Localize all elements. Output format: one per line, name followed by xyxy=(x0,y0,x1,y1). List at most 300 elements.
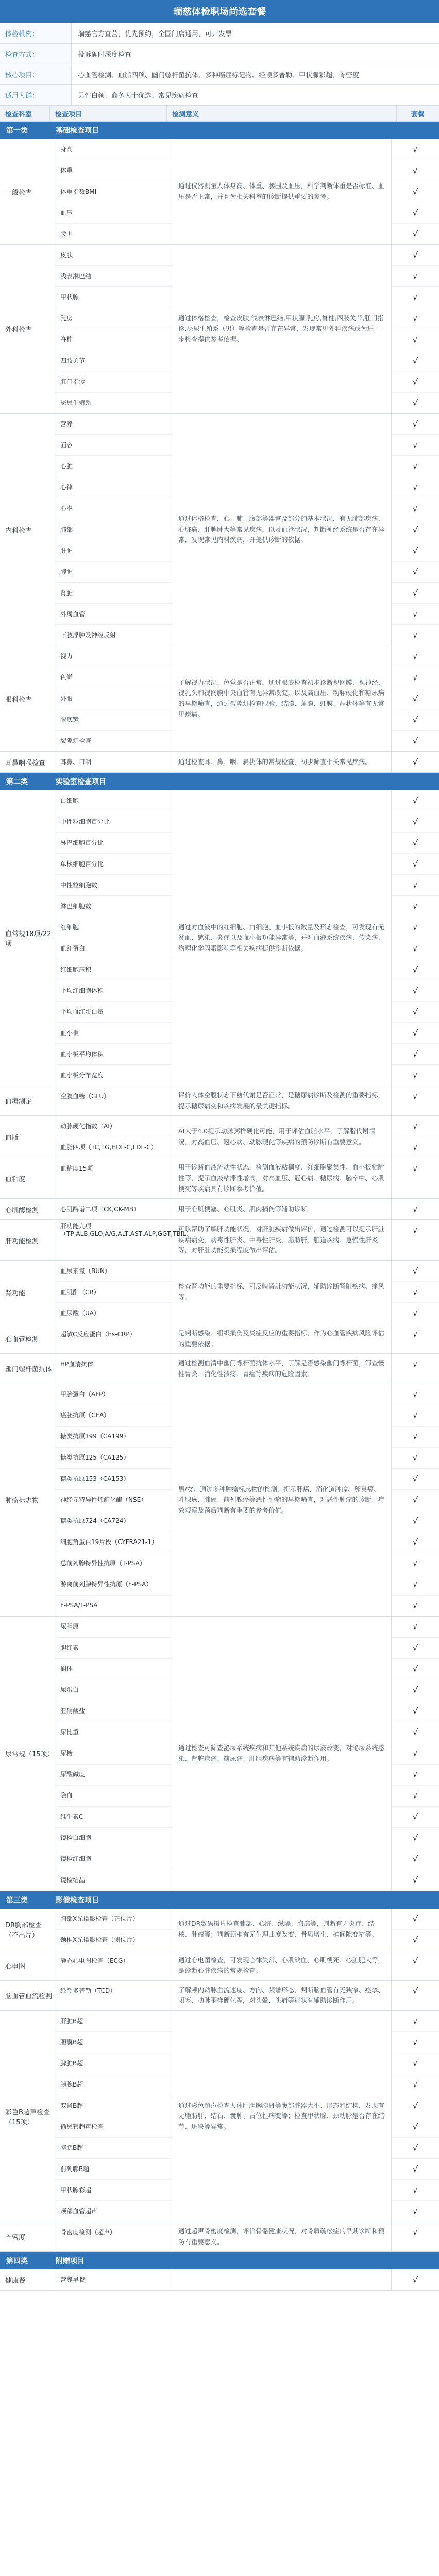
group-meaning: 通过彩色超声检查人体肝胆脾胰肾等腹部脏器大小、形态和结构，发现有无脂肪肝、结石、囊肿、占位性病变等；检查甲状腺、颈动脉是否存在结节、斑块等异常。 xyxy=(172,2011,392,2222)
exam-item: 肛门指诊 xyxy=(55,371,172,393)
check-mark: √ xyxy=(392,917,439,938)
group-category: 健康餐 xyxy=(0,2269,55,2290)
group-meaning: 检查肾功能的重要指标，可反映肾脏功能状况，辅助诊断肾脏疾病、痛风等。 xyxy=(172,1261,392,1324)
check-mark: √ xyxy=(392,1023,439,1044)
check-mark: √ xyxy=(392,938,439,959)
exam-group xyxy=(0,2011,439,2222)
exam-group xyxy=(0,1951,439,1981)
check-mark: √ xyxy=(392,1722,439,1743)
package-info xyxy=(0,23,439,106)
group-category: 肝功能检测 xyxy=(0,1220,55,1260)
exam-item: 中性粒细胞数 xyxy=(55,875,172,896)
check-mark: √ xyxy=(392,688,439,709)
exam-group xyxy=(0,139,439,245)
exam-item: 面容 xyxy=(55,435,172,456)
exam-item: 下肢浮肿及神经反射 xyxy=(60,631,116,639)
exam-group xyxy=(0,1158,439,1199)
section-header xyxy=(0,2252,439,2269)
info-value: 投诉确时深度检查 xyxy=(78,51,132,59)
exam-group xyxy=(0,1981,439,2011)
exam-item: 胆囊B超 xyxy=(55,2032,172,2053)
group-items xyxy=(55,1384,172,1616)
exam-item: 淋巴细胞数 xyxy=(55,896,172,917)
check-mark: √ xyxy=(392,371,439,393)
exam-item: 糖类抗原199（CA199） xyxy=(55,1427,172,1448)
group-category: 血脂 xyxy=(0,1116,55,1158)
section-1-body xyxy=(0,139,439,773)
group-check-column xyxy=(392,752,439,772)
exam-item: 血肌酐（CR） xyxy=(55,1282,172,1303)
header-check: 套餐 xyxy=(411,110,425,118)
exam-item: 腰围 xyxy=(60,230,73,238)
check-mark: √ xyxy=(392,1828,439,1849)
check-mark: √ xyxy=(392,202,439,224)
exam-item: 血红蛋白 xyxy=(55,938,172,959)
header-category: 检查科室 xyxy=(0,106,50,121)
exam-item: 尿酸碱度 xyxy=(55,1765,172,1786)
group-items xyxy=(55,1981,172,2010)
exam-item: 血脂四项（TC,TG,HDL-C,LDL-C） xyxy=(60,1143,157,1151)
group-check-column xyxy=(392,1116,439,1158)
group-meaning: 通过DR数码摄片检查肺部、心脏、纵隔、胸廓等，判断有无炎症、结核、肿瘤等；判断颈椎有无生理曲度改变、骨质增生、椎间隙变窄等。 xyxy=(172,1909,392,1951)
check-mark: √ xyxy=(392,2095,439,2116)
check-mark: √ xyxy=(392,350,439,371)
exam-item: 血粘度15项 xyxy=(60,1164,93,1172)
group-check-column xyxy=(392,1199,439,1219)
check-mark: √ xyxy=(392,181,439,202)
group-meaning: 通过检查可筛查泌尿系统疾病和其他系统疾病的尿液改变，对泌尿系统感染、肾脏疾病、糖尿病、肝胆疾病等有辅助诊断作用。 xyxy=(172,1617,392,1891)
check-mark: √ xyxy=(392,435,439,456)
check-mark: √ xyxy=(392,854,439,875)
check-mark: √ xyxy=(412,757,418,767)
exam-item: 红细胞压积 xyxy=(55,959,172,980)
check-mark: √ xyxy=(392,1638,439,1659)
check-mark: √ xyxy=(392,1574,439,1596)
group-check-column xyxy=(392,1324,439,1353)
check-mark: √ xyxy=(392,2032,439,2053)
section-header xyxy=(0,773,439,790)
exam-group xyxy=(0,1261,439,1324)
check-mark: √ xyxy=(412,1142,418,1153)
section-number: 第一类 xyxy=(6,127,28,135)
check-mark: √ xyxy=(392,540,439,562)
info-value: 心血管检测、血脂四项、幽门螺杆菌抗体、多种癌症标记物、经颅多普勒、甲状腺彩超、骨密度 xyxy=(78,72,360,79)
check-mark: √ xyxy=(412,2227,418,2238)
group-meaning: 了解颅内动脉血流速度、方向、频谱形态，判断脑血管有无狭窄、痉挛、闭塞、动脉粥样硬化等，对头晕、头痛等症状有辅助诊断作用。 xyxy=(172,1981,392,2010)
group-items xyxy=(55,1951,172,1980)
exam-item: 输尿管超声检查 xyxy=(55,2116,172,2138)
group-meaning: 通过超声骨密度检测，评价骨骼健康状况，对骨质疏松症的早期诊断和预防有重要意义。 xyxy=(172,2222,392,2251)
group-check-column xyxy=(392,1261,439,1324)
check-mark: √ xyxy=(392,2011,439,2032)
group-items xyxy=(55,245,172,413)
exam-item: 癌胚抗原（CEA） xyxy=(55,1405,172,1427)
exam-item: 心脏 xyxy=(55,456,172,477)
group-category: 肿瘤标志物 xyxy=(0,1384,55,1616)
section-4-body xyxy=(0,2269,439,2291)
group-items xyxy=(55,1909,172,1951)
check-mark: √ xyxy=(412,1601,418,1611)
exam-item: 单核细胞百分比 xyxy=(55,854,172,875)
exam-item: 胰腺B超 xyxy=(55,2074,172,2095)
check-mark: √ xyxy=(412,2206,418,2216)
check-mark: √ xyxy=(392,287,439,308)
exam-item: 神经元特异性烯醇化酶（NSE） xyxy=(55,1490,172,1511)
group-meaning: 评价人体空腹状态下糖代谢是否正常，是糖尿病诊断及检测的重要指标，提示糖尿病变和疾病发展的最关键指标。 xyxy=(172,1086,392,1115)
info-key: 体检机构： xyxy=(0,23,72,43)
check-mark: √ xyxy=(392,519,439,540)
exam-item: 眼底镜 xyxy=(55,709,172,731)
header-meaning: 检测意义 xyxy=(167,106,397,121)
group-check-column xyxy=(392,1086,439,1115)
exam-group xyxy=(0,1324,439,1354)
exam-item: 肺部 xyxy=(55,519,172,540)
check-mark: √ xyxy=(392,667,439,688)
check-mark: √ xyxy=(412,1986,418,1996)
exam-item: 平均血红蛋白量 xyxy=(55,1002,172,1023)
group-meaning: AI大于4.0提示动脉粥样硬化可能，用于评估血脂水平，了解脂代谢情况，对高血压、冠心病、动脉硬化等疾病的预防诊断有重要意义。 xyxy=(172,1116,392,1158)
exam-item: 脊柱 xyxy=(55,329,172,350)
check-mark: √ xyxy=(392,1405,439,1427)
group-items xyxy=(55,1354,172,1383)
section-2-body xyxy=(0,790,439,1891)
exam-item: 骨密度检测（超声） xyxy=(60,2228,116,2236)
group-check-column xyxy=(392,790,439,1086)
exam-item: 镜检结晶 xyxy=(60,1876,86,1884)
group-meaning: 用于心肌梗塞、心肌炎、肌肉损伤等辅助诊断。 xyxy=(172,1199,392,1219)
check-mark: √ xyxy=(392,308,439,329)
check-mark: √ xyxy=(392,329,439,350)
group-category: 尿常规（15项） xyxy=(0,1617,55,1891)
group-check-column xyxy=(392,1617,439,1891)
exam-item: 中性粒细胞百分比 xyxy=(55,811,172,833)
check-mark: √ xyxy=(392,1261,439,1282)
group-check-column xyxy=(392,1384,439,1616)
check-mark: √ xyxy=(392,139,439,160)
group-category: 肾功能 xyxy=(0,1261,55,1324)
exam-group xyxy=(0,414,439,646)
check-mark: √ xyxy=(392,1116,439,1137)
check-mark: √ xyxy=(392,1044,439,1065)
exam-item: 甲状腺彩超 xyxy=(55,2180,172,2201)
info-row xyxy=(0,84,439,105)
header-items: 检查项目 xyxy=(50,106,167,121)
exam-group xyxy=(0,1220,439,1261)
exam-item: 糖类抗原153（CA153） xyxy=(55,1469,172,1490)
group-category: 心电图 xyxy=(0,1951,55,1980)
check-mark: √ xyxy=(412,229,418,239)
exam-item: 前列腺B超 xyxy=(55,2159,172,2180)
group-meaning: 了解视力状况、色觉是否正常，通过眼底检查初步诊断视网膜、视神经、视乳头和视网膜中央血管有无异常改变，以及高血压、动脉硬化和糖尿病的早期筛查，通过裂隙灯检查眼睑、结膜、角膜、虹膜、晶状体等有无常见疾病。 xyxy=(172,646,392,751)
check-mark: √ xyxy=(392,875,439,896)
exam-group xyxy=(0,1199,439,1220)
check-mark: √ xyxy=(392,1282,439,1303)
check-mark: √ xyxy=(392,160,439,181)
exam-group xyxy=(0,245,439,414)
exam-item: 肝脏 xyxy=(55,540,172,562)
group-category: 血粘度 xyxy=(0,1158,55,1198)
group-category: 耳鼻咽喉检查 xyxy=(0,752,55,772)
check-mark: √ xyxy=(392,2180,439,2201)
section-title: 附赠项目 xyxy=(56,2257,85,2266)
exam-group xyxy=(0,1116,439,1158)
info-key: 核心项目： xyxy=(0,64,72,84)
exam-item: 细胞角蛋白19片段（CYFRA21-1） xyxy=(55,1532,172,1553)
exam-item: 泌尿生殖系 xyxy=(60,399,92,406)
info-row xyxy=(0,64,439,84)
check-mark: √ xyxy=(412,1875,418,1885)
exam-item: 肝功能九项（TP,ALB,GLO,A/G,ALT,AST,ALP,GGT,TBIL） xyxy=(60,1223,192,1238)
check-mark: √ xyxy=(392,1617,439,1638)
exam-item: 甲状腺 xyxy=(55,287,172,308)
group-category: 血糖测定 xyxy=(0,1086,55,1115)
exam-item: 尿蛋白 xyxy=(55,1680,172,1701)
group-meaning: 通过仪器测量人体身高、体重、腰围及血压，科学判断体重是否标准、血压是否正常，并且为相关科室的诊断提供重要的参考。 xyxy=(172,139,392,244)
exam-item: 尿比重 xyxy=(55,1722,172,1743)
group-meaning: 男/女：通过多种肿瘤标志物的检测，提示肝癌、消化道肿瘤、卵巢癌、乳腺癌、肺癌、前列腺癌等恶性肿瘤的早期筛查，对恶性肿瘤的诊断、疗效观察及预后判断有重要的参考价值。 xyxy=(172,1384,392,1616)
check-mark: √ xyxy=(412,1956,418,1966)
check-mark: √ xyxy=(392,646,439,667)
group-items xyxy=(55,1158,172,1198)
exam-item: 红细胞 xyxy=(55,917,172,938)
group-meaning: 通过检查耳、鼻、咽、扁桃体的常规检查，初步筛查相关常见疾病。 xyxy=(172,752,392,772)
check-mark: √ xyxy=(392,896,439,917)
check-mark: √ xyxy=(412,630,418,640)
group-category: 外科检查 xyxy=(0,245,55,413)
section-title: 基础检查项目 xyxy=(56,127,99,135)
group-check-column xyxy=(392,1354,439,1383)
group-check-column xyxy=(392,646,439,751)
group-category: 骨密度 xyxy=(0,2222,55,2251)
check-mark: √ xyxy=(412,1329,418,1340)
group-items xyxy=(55,1617,172,1891)
info-key: 检查方式： xyxy=(0,44,72,64)
exam-item: 平均红细胞体积 xyxy=(55,980,172,1002)
check-mark: √ xyxy=(392,1909,439,1930)
group-meaning xyxy=(172,2269,392,2290)
check-mark: √ xyxy=(392,1743,439,1765)
group-check-column xyxy=(392,414,439,646)
exam-item: 总前列腺特异性抗原（T-PSA） xyxy=(55,1553,172,1574)
check-mark: √ xyxy=(392,245,439,266)
exam-item: 糖类抗原125（CA125） xyxy=(55,1448,172,1469)
exam-item: 血尿酸（UA） xyxy=(60,1309,100,1317)
info-row xyxy=(0,23,439,43)
group-meaning: 通过体格检查，检查皮肤,浅表淋巴结,甲状腺,乳房,脊柱,四肢关节,肛门指诊,泌尿生殖系（男）等检查是否存在异常，发现常见外科疾病或为进一步检查提供参考依据。 xyxy=(172,245,392,413)
group-category: 心肌酶检测 xyxy=(0,1199,55,1219)
exam-group xyxy=(0,1617,439,1891)
group-check-column xyxy=(392,245,439,413)
group-category: 血常规18项/22项 xyxy=(0,790,55,1086)
group-check-column xyxy=(392,2222,439,2251)
exam-item: 心肌酶谱二项（CK,CK-MB） xyxy=(60,1205,140,1213)
check-mark: √ xyxy=(392,1553,439,1574)
group-category: 眼科检查 xyxy=(0,646,55,751)
exam-item: 静态心电图检查（ECG） xyxy=(60,1957,129,1964)
exam-item: 色觉 xyxy=(55,667,172,688)
group-check-column xyxy=(392,1220,439,1260)
check-mark: √ xyxy=(392,1448,439,1469)
group-items xyxy=(55,1086,172,1115)
group-category: 彩色B超声检查（15项） xyxy=(0,2011,55,2222)
group-items xyxy=(55,2011,172,2222)
group-category: 一般检查 xyxy=(0,139,55,244)
check-mark: √ xyxy=(392,562,439,583)
info-value: 瑞慈官方直营，优先预约，全国门店通用，可开发票 xyxy=(78,30,232,38)
check-mark: √ xyxy=(392,477,439,498)
check-mark: √ xyxy=(392,1002,439,1023)
exam-item: F-PSA/T-PSA xyxy=(60,1602,98,1609)
check-mark: √ xyxy=(392,959,439,980)
check-mark: √ xyxy=(392,980,439,1002)
exam-item: 体重指数BMI xyxy=(55,181,172,202)
exam-item: 超敏C反应蛋白（hs-CRP） xyxy=(60,1330,136,1338)
group-items xyxy=(55,790,172,1086)
check-mark: √ xyxy=(392,1680,439,1701)
check-mark: √ xyxy=(392,1659,439,1680)
exam-item: 浅表淋巴结 xyxy=(55,266,172,287)
group-meaning: 通过检测血清中幽门螺杆菌抗体水平，了解是否感染幽门螺杆菌，筛查慢性胃炎、消化性溃疡、胃癌等疾病的危险因素。 xyxy=(172,1354,392,1383)
exam-item: 镜检白细胞 xyxy=(55,1828,172,1849)
exam-item: HP血清抗体 xyxy=(60,1360,94,1368)
group-meaning: 可以帮助了解肝功能状况，对肝脏疾病做出评价，通过检测可以提示肝脏疾病病变、病毒性肝炎、中毒性肝炎、脂肪肝、胆道疾病、急慢性肝炎等，对肝脏功能受损程度做出评估。 xyxy=(172,1220,392,1260)
check-mark: √ xyxy=(412,1359,418,1369)
check-mark: √ xyxy=(392,1807,439,1828)
exam-item: 脾脏 xyxy=(55,562,172,583)
exam-item: 维生素C xyxy=(55,1807,172,1828)
exam-item: 外周血管 xyxy=(55,604,172,625)
check-mark: √ xyxy=(392,1469,439,1490)
exam-group xyxy=(0,752,439,773)
check-mark: √ xyxy=(392,1427,439,1448)
exam-item: 肝脏B超 xyxy=(55,2011,172,2032)
exam-item: 酮体 xyxy=(55,1659,172,1680)
table-header xyxy=(0,106,439,122)
group-items xyxy=(55,1324,172,1353)
group-items xyxy=(55,414,172,646)
group-check-column xyxy=(392,1981,439,2010)
section-title: 影像检查项目 xyxy=(56,1896,99,1905)
exam-item: 乳房 xyxy=(55,308,172,329)
section-header xyxy=(0,1891,439,1909)
check-mark: √ xyxy=(392,1765,439,1786)
page-title: 瑞慈体检职场尚选套餐 xyxy=(0,0,439,23)
exam-item: 视力 xyxy=(55,646,172,667)
exam-item: 血尿素氮（BUN） xyxy=(55,1261,172,1282)
exam-group xyxy=(0,1354,439,1384)
group-meaning: 通过对血液中的红细胞、白细胞、血小板的数量及形态检查，可发现有无贫血、感染、炎症以及血小板功能异常等，并对血液系统疾病、传染病、物理化学因素影响等相关疾病提供诊断依据。 xyxy=(172,790,392,1086)
section-title: 实验室检查项目 xyxy=(56,778,106,786)
check-mark: √ xyxy=(392,456,439,477)
check-mark: √ xyxy=(392,1849,439,1870)
check-mark: √ xyxy=(392,1384,439,1405)
section-number: 第二类 xyxy=(6,778,28,786)
group-items xyxy=(55,1261,172,1324)
exam-item: 裂隙灯检查 xyxy=(60,737,92,744)
exam-item: 耳鼻、口咽 xyxy=(60,758,92,766)
exam-group xyxy=(0,2269,439,2291)
group-meaning: 通过心电图检查，可发现心律失常、心肌缺血、心肌梗死、心脏肥大等，是诊断心脏疾病的常规检查。 xyxy=(172,1951,392,1980)
exam-item: 心律 xyxy=(55,477,172,498)
group-meaning: 通过体格检查，心、肺、腹部等器官及部分的基本状况，有无肺部疾病、心脏病、肝脾肿大等常见疾病，以及血管状况，判断神经系统是否存在异常，发现常见内科疾病，并提供诊断的依据。 xyxy=(172,414,392,646)
group-items xyxy=(55,139,172,244)
group-category: 心血管检测 xyxy=(0,1324,55,1353)
exam-group xyxy=(0,1909,439,1951)
exam-item: 淋巴细胞百分比 xyxy=(55,833,172,854)
group-check-column xyxy=(392,2269,439,2290)
group-category: 内科检查 xyxy=(0,414,55,646)
exam-item: 身高 xyxy=(55,139,172,160)
exam-group xyxy=(0,2222,439,2252)
check-mark: √ xyxy=(392,2053,439,2074)
exam-item: 经颅多普勒（TCD） xyxy=(60,1987,116,1995)
section-3-body xyxy=(0,1909,439,2252)
exam-item: 颈部血管超声 xyxy=(60,2207,98,2215)
exam-item: 外眼 xyxy=(55,688,172,709)
exam-item: 营养 xyxy=(55,414,172,435)
group-category: DR胸部检查（不出片） xyxy=(0,1909,55,1951)
check-mark: √ xyxy=(412,398,418,408)
check-mark: √ xyxy=(392,498,439,519)
group-items xyxy=(55,646,172,751)
group-items xyxy=(55,2222,172,2251)
group-check-column xyxy=(392,1158,439,1198)
check-mark: √ xyxy=(392,790,439,811)
section-header xyxy=(0,122,439,139)
exam-item: 隐血 xyxy=(55,1786,172,1807)
check-mark: √ xyxy=(412,2275,418,2285)
exam-item: 胆红素 xyxy=(55,1638,172,1659)
exam-item: 膀胱B超 xyxy=(55,2138,172,2159)
check-mark: √ xyxy=(392,583,439,604)
group-meaning: 用于诊断血液流动性状态，检测血液粘稠度、红细胞聚集性、血小板粘附性等，提示血液粘滞性增高，对高血压、冠心病、糖尿病、脑卒中、心肌梗死等疾病具有诊断参考价值。 xyxy=(172,1158,392,1198)
exam-item: 四肢关节 xyxy=(55,350,172,371)
check-mark: √ xyxy=(392,604,439,625)
check-mark: √ xyxy=(412,1225,418,1235)
check-mark: √ xyxy=(392,1490,439,1511)
group-category: 脑血管血流检测 xyxy=(0,1981,55,2010)
check-mark: √ xyxy=(412,1070,418,1080)
exam-item: 动脉硬化指数（AI） xyxy=(55,1116,172,1137)
exam-group xyxy=(0,1384,439,1617)
group-check-column xyxy=(392,139,439,244)
exam-item: 白细胞 xyxy=(55,790,172,811)
exam-item: 空腹血糖（GLU） xyxy=(60,1092,110,1100)
check-mark: √ xyxy=(392,1786,439,1807)
exam-item: 胸部X光摄影检查（正位片） xyxy=(55,1909,172,1930)
check-mark: √ xyxy=(412,1308,418,1318)
exam-item: 游离前列腺特异性抗原（F-PSA） xyxy=(55,1574,172,1596)
exam-item: 镜检红细胞 xyxy=(55,1849,172,1870)
check-mark: √ xyxy=(412,1163,418,1174)
group-check-column xyxy=(392,2011,439,2222)
exam-item: 颈椎X光摄影检查（侧位片） xyxy=(60,1936,139,1943)
check-mark: √ xyxy=(392,1701,439,1722)
group-check-column xyxy=(392,1909,439,1951)
exam-item: 血小板平均体积 xyxy=(55,1044,172,1065)
info-value: 男性白领、商务人士优选、常见疾病检查 xyxy=(78,92,199,100)
exam-item: 血小板 xyxy=(55,1023,172,1044)
section-number: 第三类 xyxy=(6,1896,28,1905)
check-mark: √ xyxy=(392,414,439,435)
check-mark: √ xyxy=(392,1532,439,1553)
info-key: 适用人群： xyxy=(0,85,72,105)
check-mark: √ xyxy=(392,811,439,833)
check-mark: √ xyxy=(412,736,418,746)
exam-item: 甲胎蛋白（AFP） xyxy=(55,1384,172,1405)
exam-item: 尿胆原 xyxy=(55,1617,172,1638)
group-items xyxy=(55,2269,172,2290)
